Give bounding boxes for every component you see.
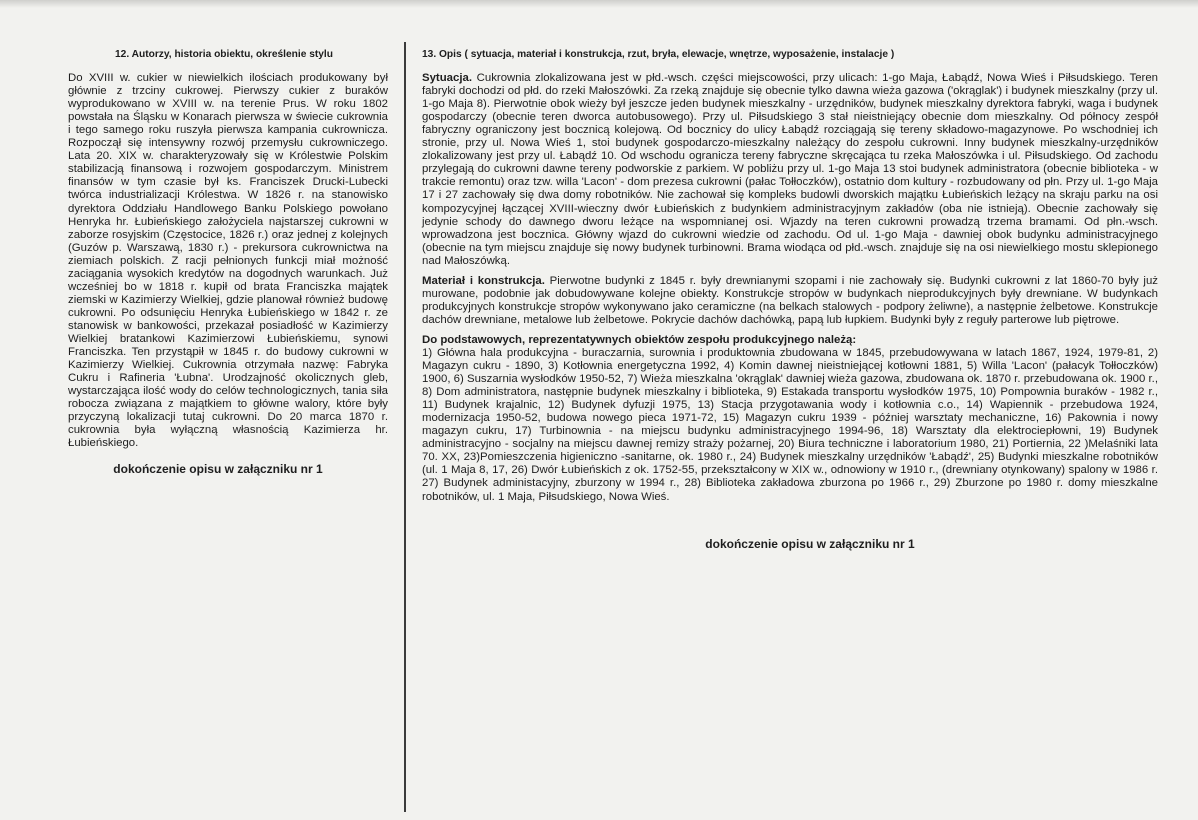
scan-edge	[0, 0, 1198, 8]
material-label: Materiał i konstrukcja.	[422, 274, 545, 287]
column-divider	[404, 42, 406, 812]
objects-list: 1) Główna hala produkcyjna - buraczarnia, surownia i produktownia zbudowana w 1845, przebudowywana w latach 1867, 1924, 1979-81, 2) Magazyn cukru - 1890, 3) Kotłownia energetyczna 1992, 4) Komin dawnej nieistniejącej kotłowni 1881, 5) Willa 'Lacon' (pałacyk Tołłoczków) 1900, 6) Suszarnia wysłodków 1950-52, 7) Wieża mieszkalna 'okrąglak' dawniej wieża gazowa, zbudowana ok. 1870 r. przebudowana ok. 1900 r., 8) Dom administratora, następnie budynek mieszkalny i biblioteka, 9) Estakada transportu wysłodków 1975, 10) Pompownia buraków - 1982 r., 11) Budynek krajalnic, 12) Budynek dyfuzji 1975, 13) Stacja przygotawania wody i kotłownia c.o., 14) Wapiennik - przebudowa 1924, modernizacja 1950-52, budowa nowego pieca 1971-72, 15) Magazyn cukru 1939 - później warsztaty mechaniczne, 16) Pakownia i nowy magazyn cukru, 17) Turbinownia - na miejscu budynku administracyjnego 1994-96, 18) Warsztaty dla elektrociepłowni, 19) Budynek administracyjno - socjalny na miejscu dawnej remizy straży pożarnej, 20) Biura techniczne i laboratorium 1980, 21) Portiernia, 22 )Melaśniki lata 70. XX, 23)Pomieszczenia higieniczno -sanitarne, ok. 1980 r., 24) Budynek mieszkalny urzędników 'Łabądź', 25) Budynki mieszkalne robotników (ul. 1 Maja 8, 17, 26) Dwór Łubieńskich z ok. 1752-55, przekształcony w XIX w., odnowiony w 1910 r., (drewniany otynkowany) spalony w 1986 r. 27) Budynek administacyjny, zburzony w 1994 r., 28) Biblioteka zakładowa zburzona po 1966 r., 29) Zburzone po 1980 r. domy mieszkalne robotników, ul. 1 Maja, Piłsudskiego, Nowa Wieś.	[422, 346, 1158, 503]
history-text: Do XVIII w. cukier w niewielkich ilościach produkowany był głównie z trzciny cukrowej. Pierwszy cukier z buraków wyprodukowano w XVIII w. na terenie Prus. W roku 1802 powstała na Śląsku w Konarach pierwsza w świecie cukrownia i tego samego roku ruszyła pierwsza kampania cukrownicza. Rozpoczął się intensywny rozwój przemysłu cukrowniczego. Lata 20. XIX w. charakteryzowały się w Królestwie Polskim stabilizacją finansową i rozwojem gospodarczym. Ministrem finansów w tym czasie był ks. Franciszek Drucki-Lubecki twórca industrializacji Królestwa. W 1826 r. na stanowisko dyrektora Oddziału Handlowego Banku Polskiego powołano Henryka hr. Łubieńskiego założyciela najstarszej cukrowni w zaborze rosyjskim (Częstocice, 1826 r.) oraz jednej z kolejnych (Guzów p. Warszawą, 1830 r.) - prekursora cukrownictwa na ziemiach polskich. Z racji pełnionych funkcji miał możność zaciągania wysokich kredytów na dogodnych warunkach. Już wcześniej bo w 1818 r. kupił od brata Franciszka majątek ziemski w Kazimierzy Wielkiej, gdzie planował również budowę cukrowni. Po odsunięciu Henryka Łubieńskiego w 1842 r. ze stanowisk w bankowości, przekazał posiadłość w Kazimierzy Wielkiej bratankowi Kazimierzowi Łubieńskiemu, synowi Franciszka. Ten przystąpił w 1845 r. do budowy cukrowni w Kazimierzy Wielkiej. Cukrownia otrzymała nazwę: Fabryka Cukru i Rafineria 'Łubna'. Urodzajność okolicznych gleb, wystarczająca ilość wody do celów technologicznych, tania siła robocza związana z majątkiem to główne walory, które były przyczyną lokalizacji tutaj cukrowni. Do 20 marca 1870 r. cukrownia była wyłączną własnością Kazimierza hr. Łubieńskiego.	[68, 72, 388, 450]
situation-label: Sytuacja.	[422, 72, 473, 85]
right-column	[422, 48, 1158, 551]
material-paragraph	[422, 275, 1158, 327]
situation-paragraph	[422, 72, 1158, 268]
section-12-heading: 12. Autorzy, historia obiektu, określenie stylu	[115, 49, 333, 60]
material-text: Pierwotne budynki z 1845 r. były drewnianymi szopami i nie zachowały się. Budynki cukrowni z lat 1860-70 były już murowane, podobnie jak dobudowywane kolejne obiekty. Konstrukcje stropów w budynkach nieprodukcyjnych były drewniane. W budynkach produkcyjnych konstrukcje stropów wykonywano jako ceramiczne (na belkach stalowych - podpory żeliwne), a następnie żelbetowe. Konstrukcje dachów drewniane, metalowe lub żelbetowe. Pokrycie dachów dachówką, papą lub łupkiem. Budynki były z reguły parterowe lub piętrowe.	[422, 274, 1158, 326]
situation-text: Cukrownia zlokalizowana jest w płd.-wsch. części miejscowości, przy ulicach: 1-go Maja, Łabądź, Nowa Wieś i Piłsudskiego. Teren fabryki dochodzi od płd. do rzeki Małoszówki. Za rzeką znajduje się obecnie tylko dawna wieża gazowa ('okrąglak') i budynek mieszkalny (przy ul. 1-go Maja 8). Pierwotnie obok wieży był jeszcze jeden budynek mieszkalny - urzędników, budynek mieszkalny dyrektora fabryki, waga i budynek gospodarczy (obecnie teren dworca autobusowego). Przy ul. Piłsudskiego 3 stał nieistniejący obecnie dom mieszkalny. Od północy zespół fabryczny ograniczony jest bocznicą kolejową. Od bocznicy do ulicy Łabądź rozciągają się tereny składowo-magazynowe. Po wschodniej ich stronie, przy ul. Nowa Wieś 1, stoi budynek gospodarczo-mieszkalny należący do zespołu cukrowni. Inny budynek mieszkalny-urzędników zlokalizowany jest przy ul. Łabądź 10. Od wschodu ogranicza tereny fabryczne skręcająca tu rzeka Małoszówka i ul. Piłsudskiego. Od zachodu przylegają do cukrowni dawne tereny podworskie z parkiem. W pobliżu przy ul. 1-go Maja 13 stoi budynek administratora (obecnie biblioteka - w trakcie remontu) oraz tzw. willa 'Lacon' - dom prezesa cukrowni (pałac Tołłoczków), ostatnio dom kultury - rozbudowany od płn. Przy ul. 1-go Maja 17 i 27 zachowały się dwa domy robotników. Nie zachował się kompleks budowli dworskich majątku Łubieńskich leżący na skraju parku na osi kompozycyjnej łączącej XVIII-wieczny dwór Łubieńskich z budynkiem administracyjnym zakładów (oba nie istnieją). Obecnie zachowały się jedynie schody do dawnego dworu leżące na wspomnianej osi. Wjazdy na teren cukrowni prowadzą trzema bramami. Od płn.-wsch. wprowadzona jest bocznica. Główny wjazd do cukrowni wiedzie od zachodu. Od ul. 1-go Maja - dawniej obok budynku administracyjnego (obecnie na tym miejscu znajduje się nowy budynek turbinowni. Brama wiodąca od płd.-wsch. znajduje się na osi niewielkiego mostu sklepionego nad Małoszówką.	[422, 72, 1158, 267]
objects-heading: Do podstawowych, reprezentatywnych obiektów zespołu produkcyjnego należą:	[422, 333, 857, 346]
right-continuation-note: dokończenie opisu w załączniku nr 1	[705, 536, 915, 551]
left-column	[68, 48, 388, 476]
section-13-heading: 13. Opis ( sytuacja, materiał i konstrukcja, rzut, bryła, elewacje, wnętrze, wyposażenie, instalacje )	[422, 49, 895, 60]
left-continuation-note: dokończenie opisu w załączniku nr 1	[113, 462, 323, 477]
